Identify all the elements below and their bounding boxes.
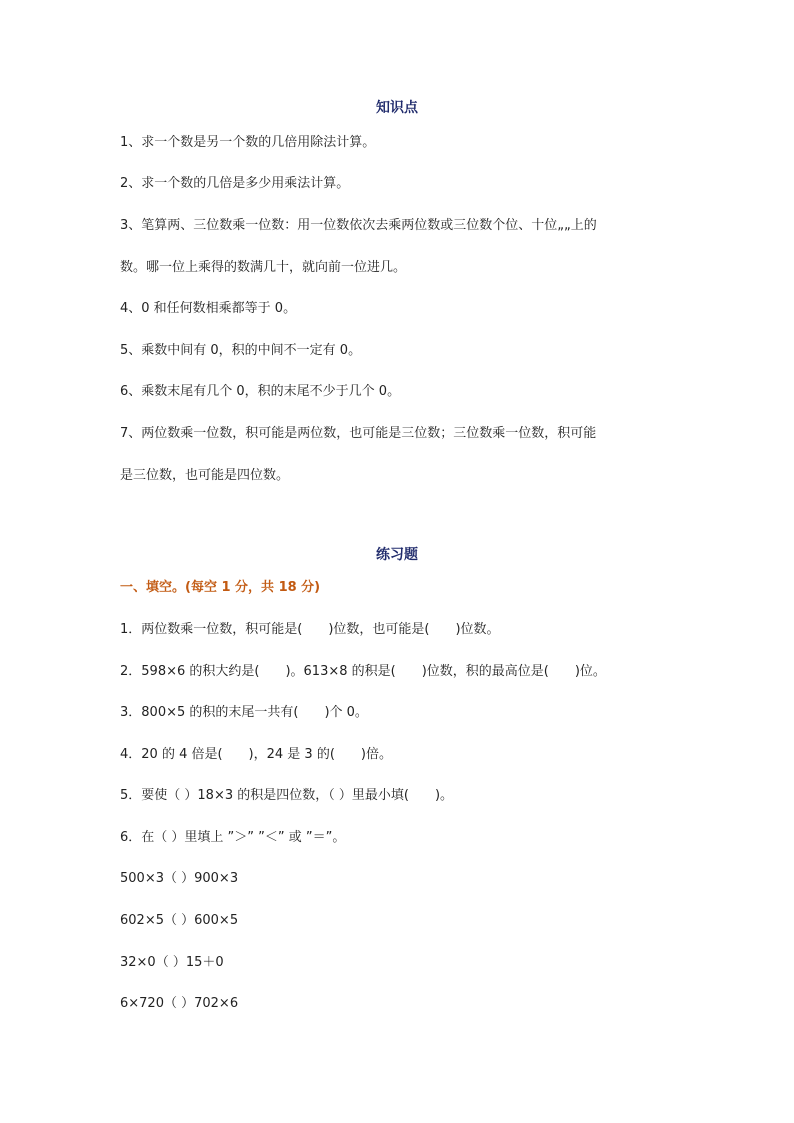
comparison-item-3: 32×0（ ）15＋0 [120, 955, 224, 970]
knowledge-point-1: 1、求一个数是另一个数的几倍用除法计算。 [120, 135, 376, 150]
question-2: 2．598×6 的积大约是( )。613×8 的积是( )位数，积的最高位是( )位。 [120, 664, 606, 679]
knowledge-point-7: 7、两位数乘一位数，积可能是两位数，也可能是三位数；三位数乘一位数，积可能 [120, 426, 597, 441]
knowledge-point-4: 4、0 和任何数相乘都等于 0。 [120, 301, 297, 316]
knowledge-point-3: 3、笔算两、三位数乘一位数：用一位数依次去乘两位数或三位数个位、十位„„上的 [120, 218, 597, 233]
comparison-item-4: 6×720（ ）702×6 [120, 996, 239, 1011]
section-fill-in-title: 一、填空。(每空 1 分，共 18 分) [120, 580, 321, 595]
question-4: 4．20 的 4 倍是( )，24 是 3 的( )倍。 [120, 747, 392, 762]
question-6: 6．在（ ）里填上 ”＞” ”＜” 或 ”＝”。 [120, 830, 346, 845]
comparison-item-1: 500×3（ ）900×3 [120, 871, 239, 886]
knowledge-point-7-continued: 是三位数，也可能是四位数。 [120, 468, 290, 483]
question-5: 5．要使（ ）18×3 的积是四位数，（ ）里最小填( )。 [120, 788, 454, 803]
question-1: 1．两位数乘一位数，积可能是( )位数，也可能是( )位数。 [120, 622, 500, 637]
knowledge-point-6: 6、乘数末尾有几个 0，积的末尾不少于几个 0。 [120, 384, 401, 399]
knowledge-point-5: 5、乘数中间有 0，积的中间不一定有 0。 [120, 343, 362, 358]
question-3: 3．800×5 的积的末尾一共有( )个 0。 [120, 705, 368, 720]
knowledge-heading: 知识点 [376, 100, 418, 116]
knowledge-point-3-continued: 数。哪一位上乘得的数满几十，就向前一位进几。 [120, 260, 407, 275]
knowledge-point-2: 2、求一个数的几倍是多少用乘法计算。 [120, 176, 350, 191]
exercises-heading: 练习题 [376, 547, 418, 563]
comparison-item-2: 602×5（ ）600×5 [120, 913, 239, 928]
